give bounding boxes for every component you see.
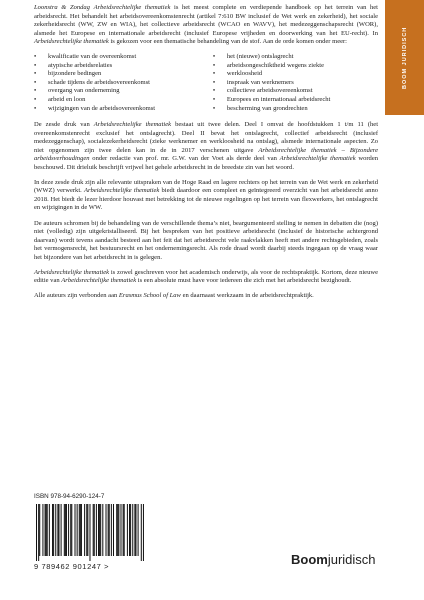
barcode-bar — [120, 504, 121, 556]
barcode-bar — [86, 504, 87, 556]
list-item: ▪ werkloosheid — [213, 70, 378, 79]
barcode-bar — [117, 504, 118, 556]
blurb-text — [34, 4, 378, 307]
barcode-bar — [36, 504, 37, 561]
barcode-bar — [81, 504, 82, 556]
barcode-bar — [129, 504, 130, 556]
barcode-bar — [45, 504, 46, 556]
barcode-bar — [46, 504, 47, 556]
publisher-logo: Boomjuridisch — [291, 552, 376, 567]
topic-lists — [34, 53, 378, 113]
barcode-bar — [98, 504, 99, 556]
intro-title: Arbeidsrechtelijke thematiek — [93, 4, 171, 11]
spine-tab-label: BOOM JURIDISCH — [402, 26, 408, 90]
barcode-bar — [75, 504, 76, 556]
barcode-bar — [80, 504, 81, 556]
barcode-bar — [135, 504, 136, 556]
barcode-bar — [99, 504, 100, 556]
barcode-bar — [111, 504, 112, 556]
barcode-bar — [52, 504, 53, 556]
barcode-bar — [58, 504, 59, 556]
intro-text-b: is gekozen voor een thematische behandeling van de stof. Aan de orde komen onder meer: — [110, 38, 347, 46]
list-item: ▪ inspraak van werknemers — [213, 79, 378, 88]
barcode-bar — [118, 504, 119, 556]
barcode-bar — [66, 504, 67, 556]
barcode-bar — [79, 504, 80, 556]
list-item: ▪ Europees en internationaal arbeidsrecht — [213, 96, 378, 105]
barcode-bar — [77, 504, 78, 556]
barcode-bar — [106, 504, 107, 556]
list-item: ▪ kwalificatie van de overeenkomst — [34, 53, 199, 62]
barcode-bar — [65, 504, 66, 556]
audience-paragraph: Arbeidsrechtelijke thematiek is zowel geschreven voor het academisch onderwijs, als voor de rechtspraktijk. Kortom, deze nieuwe editie van Arbeidsrechtelijke thematiek is een absolute must have voor iedereen die zich met het arbeidsrecht bezighoudt. — [34, 268, 378, 285]
case-law-paragraph: In deze zesde druk zijn alle relevante uitspraken van de Hoge Raad en lagere rechters op het terrein van de Wet werk en zekerheid (WWZ) verwerkt. Arbeidsrechtelijke thematiek biedt daardoor een compleet en geïntegreerd overzicht van het arbeidsrecht anno 2018. Het biedt de lezer hierdoor houvast met betrekking tot de nieuwe regelingen op het terrein van flexwerkers, het ontslagrecht en wijzigingen in de WW. — [34, 178, 379, 212]
barcode-bar — [64, 504, 65, 556]
barcode-bar — [100, 504, 101, 556]
list-item: ▪ collectieve arbeidsovereenkomst — [213, 87, 378, 96]
list-item: ▪ wijzigingen van de arbeidsovereenkomst — [34, 105, 199, 114]
barcode-bar — [132, 504, 133, 556]
barcode-bar — [61, 504, 62, 556]
affiliation-paragraph: Alle auteurs zijn verbonden aan Erasmus School of Law en daarnaast werkzaam in de arbeidsrechtpraktijk. — [34, 292, 314, 300]
barcode-bar — [87, 504, 88, 556]
barcode-bar — [109, 504, 110, 556]
intro-text-a: is het meest complete en verdiepende handboek op het terrein van het arbeidsrecht. Het behandelt het arbeidsovereenkomstenrecht (artikel 7:610 BW inclusief de Wet werk en zekerheid), het sociale zekerheidsrecht (WW, ZW en WIA), het collectieve arbeidsrecht (WCAO en WAVV), het medezeggenschapsrecht (WOR), alsmede het Europese en internationale arbeidsrecht (inclusief Europese vrijheden en doorwerking van het EU-recht). In — [34, 4, 378, 37]
barcode-bar — [130, 504, 131, 556]
intro-authors: Loonstra & Zondag — [34, 4, 90, 11]
barcode-bar — [134, 504, 135, 556]
list-item: ▪ schade tijdens de arbeidsovereenkomst — [34, 79, 199, 88]
barcode-bar — [123, 504, 124, 556]
list-item: ▪ arbeidsongeschiktheid wegens ziekte — [213, 62, 378, 71]
isbn-label: ISBN 978-94-6290-124-7 — [34, 493, 105, 500]
intro-title-2: Arbeidsrechtelijke thematiek — [34, 38, 109, 46]
list-item: ▪ overgang van onderneming — [34, 87, 199, 96]
barcode-bar — [93, 504, 94, 556]
barcode-bar — [94, 504, 95, 556]
barcode-bar — [53, 504, 54, 556]
barcode-bar — [143, 504, 144, 561]
authors-approach-paragraph: De auteurs schromen bij de behandeling van de verschillende thema’s niet, beargumenteerd stelling te nemen in debatten die (nog) niet (volledig) zijn uitgekristalliseerd. Bij het bespreken van het positieve arbeidsrecht (inclusief de historische achtergrond daarvan) wordt tevens aandacht besteed aan het feit dat het arbeidsrecht vele raakvlakken heeft met andere rechtsgebieden, zoals het vermogensrecht, het bestuursrecht en het ondernemingsrecht. Als rode draad wordt daarbij steeds ingegaan op de vraag waar het bijzondere van het arbeidsrecht in is gelegen. — [34, 219, 378, 261]
barcode-bar — [55, 504, 56, 556]
barcode-bar — [141, 504, 142, 561]
topic-list-left — [34, 53, 199, 113]
barcode-bar — [127, 504, 128, 556]
list-item: ▪ bijzondere bedingen — [34, 70, 199, 79]
barcode-bar — [57, 504, 58, 556]
barcode-bar — [138, 504, 139, 556]
barcode-bar — [39, 504, 40, 556]
barcode-bar — [49, 504, 50, 556]
list-item: ▪ het (nieuwe) ontslagrecht — [213, 53, 378, 62]
barcode-bar — [84, 504, 85, 556]
barcode-graphic — [36, 504, 144, 561]
barcode-bar — [124, 504, 125, 556]
list-item: ▪ atypische arbeidsrelaties — [34, 62, 199, 71]
barcode-bar — [38, 504, 39, 561]
intro-paragraph — [34, 4, 378, 47]
barcode-bar — [116, 504, 117, 556]
barcode-bar — [89, 504, 90, 561]
barcode-bar — [102, 504, 103, 556]
topic-list-right — [213, 53, 378, 113]
barcode-bar — [68, 504, 69, 556]
list-item: ▪ arbeid en loon — [34, 96, 199, 105]
barcode-bar — [71, 504, 72, 556]
barcode-bar — [108, 504, 109, 556]
barcode-bar — [70, 504, 71, 556]
list-item: ▪ bescherming van grondrechten — [213, 105, 378, 114]
barcode-digits: 9 789462 901247 > — [34, 562, 110, 571]
edition-paragraph: De zesde druk van Arbeidsrechtelijke thematiek bestaat uit twee delen. Deel I omvat de hoofdstukken 1 t/m 11 (het overeenkomstenrecht exclusief het ontslagrecht). Deel II bevat het ontslagrecht, collectief arbeidsrecht (inclusief medezeggenschap), socialezekerheidsrecht (zieke werknemer en werkloosheid na ontslag), alsmede internationale aspecten. Zo niet opgenomen zijn twee delen kan in de in 2017 verschenen uitgave Arbeidsrechtelijke thematiek – Bijzondere arbeidsverhoudingen onder redactie van prof. mr. G.W. van der Voet als derde deel van Arbeidsrechtelijke thematiek worden beschouwd. Dit drieluik beschrijft vrijwel het gehele arbeidsrecht in de breedste zin van het woord. — [34, 121, 379, 171]
barcode-bar — [96, 504, 97, 556]
barcode-bar — [47, 504, 48, 556]
barcode-bar — [42, 504, 43, 556]
barcode-bar — [113, 504, 114, 556]
